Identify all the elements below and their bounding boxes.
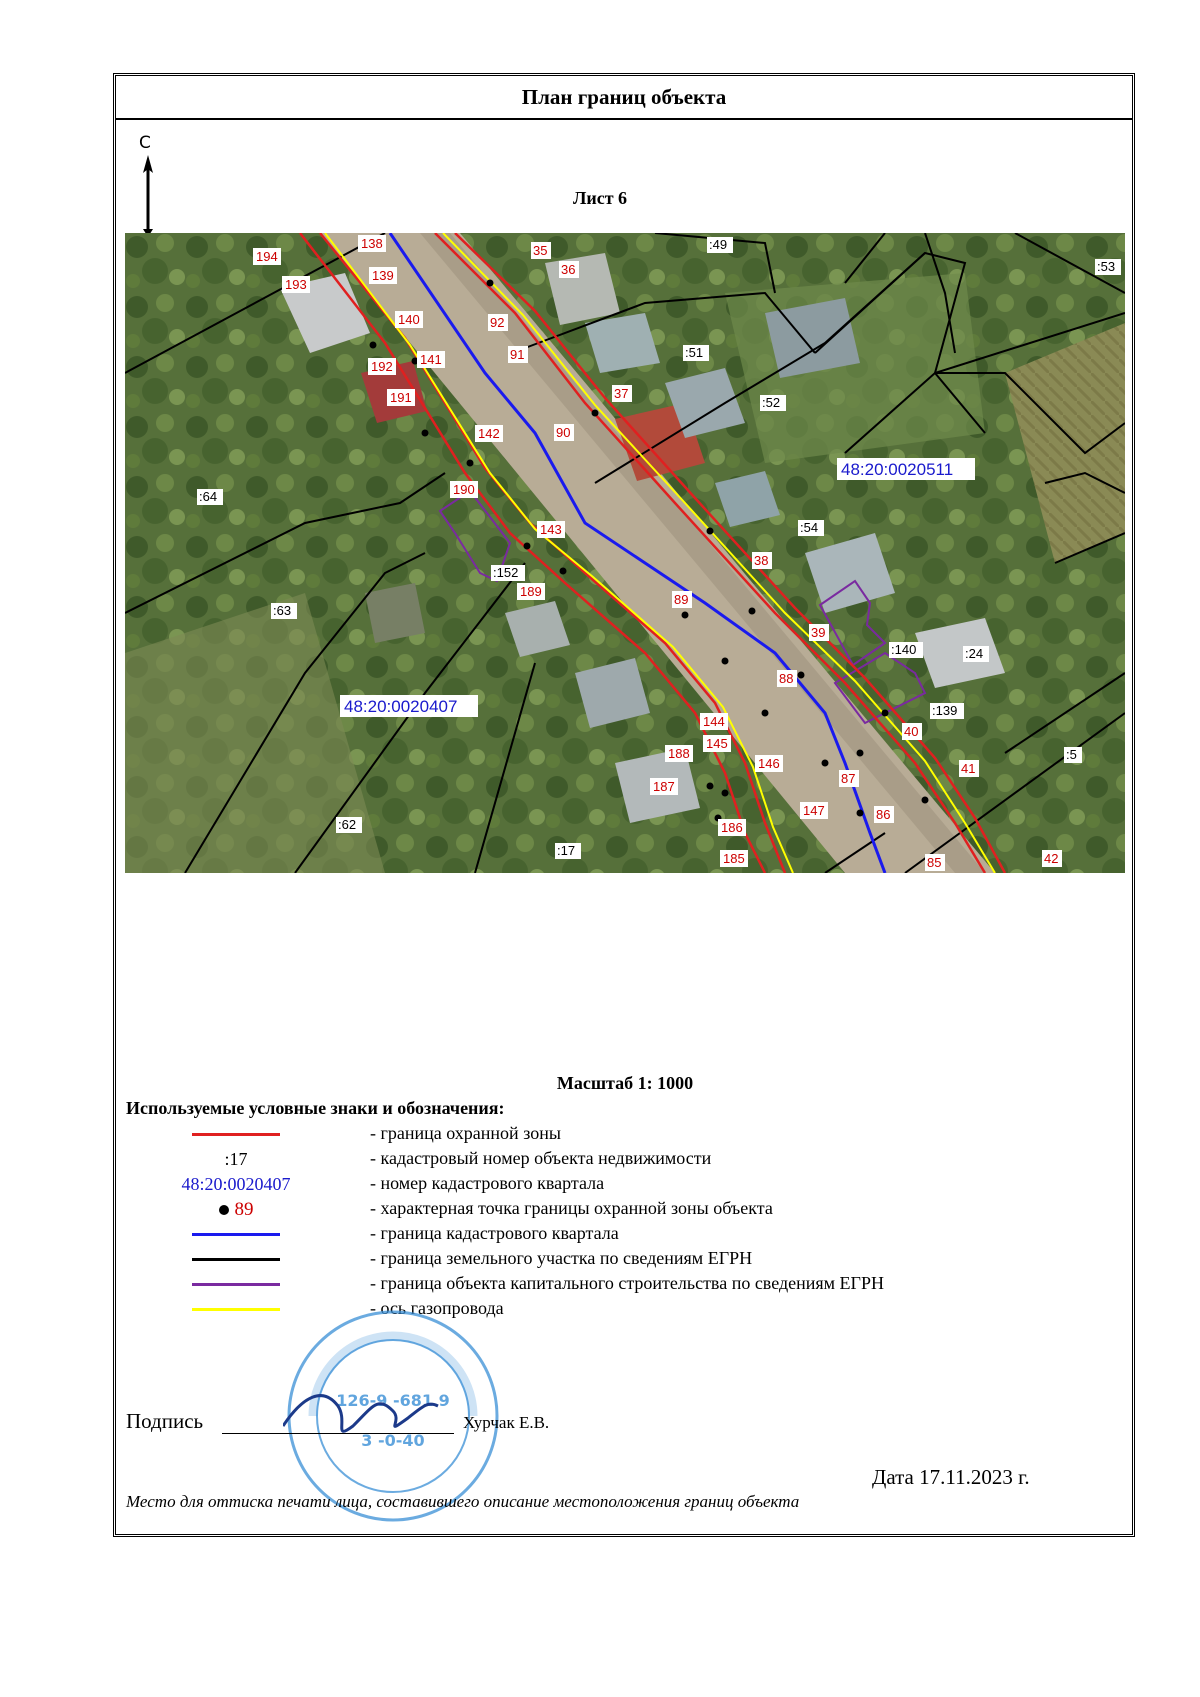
parcel-label: :139: [932, 703, 958, 718]
parcel-label: :62: [338, 817, 357, 832]
legend-text: - граница объекта капитального строительства по сведениям ЕГРН: [370, 1273, 884, 1293]
point-label: 188: [668, 746, 690, 761]
legend-title: Используемые условные знаки и обозначения:: [126, 1098, 505, 1118]
point-label: 41: [961, 761, 976, 776]
legend-item: [126, 1247, 1026, 1272]
signer-name: Хурчак Е.В.: [463, 1413, 550, 1432]
point-label: 85: [927, 855, 942, 870]
point-label: 35: [533, 243, 548, 258]
quarter-number-symbol: 48:20:0020407: [181, 1174, 291, 1194]
parcel-label: :52: [762, 395, 781, 410]
parcel-label: :152: [493, 565, 519, 580]
point-label: 187: [653, 779, 675, 794]
stamp-snils: 126-9 -681 9: [336, 1391, 450, 1410]
quarter-label: 48:20:0020407: [344, 697, 458, 716]
legend-text: - граница охранной зоны: [370, 1123, 561, 1143]
point-label: 87: [841, 771, 856, 786]
point-label: 140: [398, 312, 420, 327]
point-symbol: [126, 1197, 346, 1222]
stamp-place-note: Место для оттиска печати лица, составившего описание местоположения границ объекта: [126, 1492, 800, 1511]
parcel-label: :24: [965, 646, 984, 661]
point-label: 36: [561, 262, 576, 277]
point-label: 147: [803, 803, 825, 818]
quarter-label: 48:20:0020511: [841, 460, 954, 479]
legend: [126, 1122, 1026, 1322]
point-label: 145: [706, 736, 728, 751]
parcel-label: :51: [685, 345, 704, 360]
parcel-label: :64: [199, 489, 218, 504]
legend-item: [126, 1297, 1026, 1322]
point-label: 88: [779, 671, 794, 686]
point-dot-icon: [219, 1205, 229, 1215]
point-label: 186: [721, 820, 743, 835]
parcel-label: :54: [800, 520, 819, 535]
north-label: С: [139, 133, 151, 153]
point-label: 144: [703, 714, 725, 729]
point-label: 190: [453, 482, 475, 497]
point-label: 89: [674, 592, 689, 607]
protection-zone-line-symbol: [192, 1133, 280, 1136]
cadastral-map: [125, 233, 1125, 873]
parcel-label: :49: [709, 237, 728, 252]
stamp-reg: 3 -0-40: [361, 1431, 425, 1450]
cadastral-number-symbol: :17: [224, 1149, 248, 1169]
point-label: 38: [754, 553, 769, 568]
point-label: 42: [1044, 851, 1059, 866]
scale-label: Масштаб 1: 1000: [556, 1073, 694, 1093]
parcel-label: :63: [273, 603, 292, 618]
legend-item: [126, 1222, 1026, 1247]
parcel-label: :53: [1097, 259, 1116, 274]
signature-label: Подпись: [126, 1409, 204, 1433]
pipeline-axis-line-symbol: [192, 1308, 280, 1311]
point-label: 146: [758, 756, 780, 771]
parcel-label: :5: [1066, 747, 1077, 762]
point-label: 39: [811, 625, 826, 640]
point-label: 141: [420, 352, 442, 367]
legend-text: - характерная точка границы охранной зоны объекта: [370, 1198, 773, 1218]
point-label: 189: [520, 584, 542, 599]
point-label: 185: [723, 851, 745, 866]
parcel-label: :17: [557, 843, 576, 858]
document-date: Дата 17.11.2023 г.: [872, 1465, 1030, 1489]
point-label: 86: [876, 807, 891, 822]
page-title: План границ объекта: [116, 76, 1132, 120]
point-label: 90: [556, 425, 571, 440]
point-label: 139: [372, 268, 394, 283]
point-label: 143: [540, 522, 562, 537]
legend-text: - граница земельного участка по сведениям ЕГРН: [370, 1248, 753, 1268]
legend-item: [126, 1172, 1026, 1197]
point-label: 194: [256, 249, 278, 264]
point-label: 91: [510, 347, 525, 362]
legend-item: [126, 1197, 1026, 1222]
point-label: 192: [371, 359, 393, 374]
point-label: 37: [614, 386, 629, 401]
legend-text: - номер кадастрового квартала: [370, 1173, 605, 1193]
point-label: 142: [478, 426, 500, 441]
building-boundary-line-symbol: [192, 1283, 280, 1286]
legend-item: [126, 1272, 1026, 1297]
parcel-boundary-line-symbol: [192, 1258, 280, 1261]
point-label: 92: [490, 315, 505, 330]
legend-item: [126, 1147, 1026, 1172]
point-label: 193: [285, 277, 307, 292]
legend-text: - граница кадастрового квартала: [370, 1223, 619, 1243]
point-label: 40: [904, 724, 919, 739]
parcel-label: :140: [891, 642, 917, 657]
sheet-label: Лист 6: [572, 188, 628, 208]
quarter-boundary-line-symbol: [192, 1233, 280, 1236]
legend-item: [126, 1122, 1026, 1147]
signature-line: [222, 1433, 454, 1434]
legend-text: - ось газопровода: [370, 1298, 504, 1318]
point-label: 191: [390, 390, 412, 405]
point-sample: 89: [234, 1198, 254, 1220]
legend-text: - кадастровый номер объекта недвижимости: [370, 1148, 712, 1168]
point-label: 138: [361, 236, 383, 251]
